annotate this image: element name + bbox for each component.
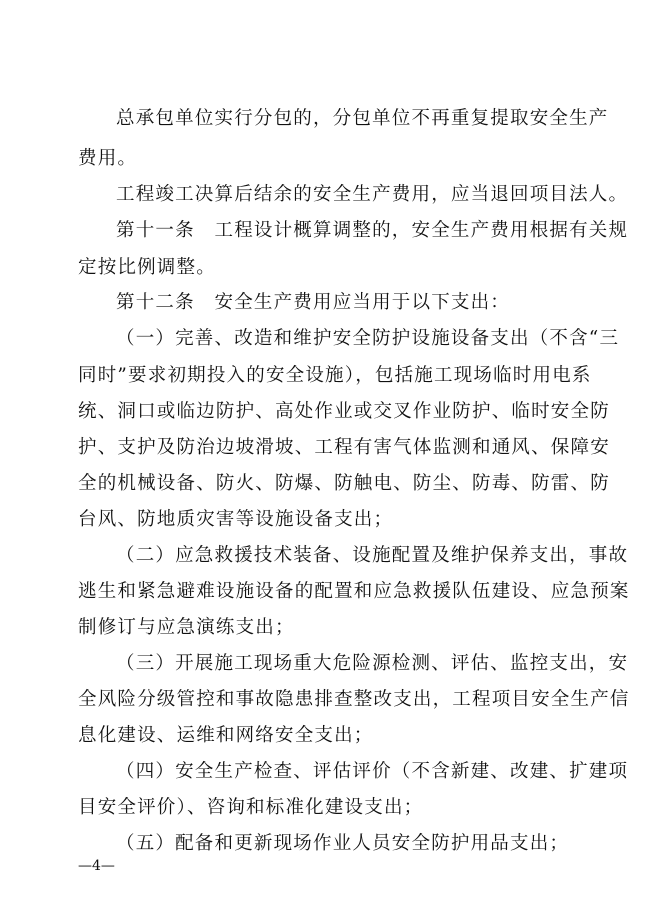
text-line: （二）应急救援技术装备、设施配置及维护保养支出，事故: [116, 545, 629, 566]
text-line: （三）开展施工现场重大危险源检测、评估、监控支出，安: [116, 653, 629, 674]
text-line: 息化建设、运维和网络安全支出；: [78, 725, 374, 746]
text-line: 全风险分级管控和事故隐患排查整改支出，工程项目安全生产信: [78, 689, 630, 710]
text-line: 全的机械设备、防火、防爆、防触电、防尘、防毒、防雷、防: [78, 473, 610, 494]
text-line: 第十二条 安全生产费用应当用于以下支出：: [116, 292, 511, 313]
text-line: （一）完善、改造和维护安全防护设施设备支出（不含“三: [116, 328, 620, 349]
text-line: 目安全评价）、咨询和标准化建设支出；: [78, 797, 424, 818]
text-line: 统、洞口或临边防护、高处作业或交叉作业防护、临时安全防: [78, 401, 610, 422]
text-line: 工程竣工决算后结余的安全生产费用，应当退回项目法人。: [116, 184, 629, 205]
text-line: 制修订与应急演练支出；: [78, 617, 295, 638]
text-line: （五）配备和更新现场作业人员安全防护用品支出；: [116, 833, 570, 854]
page-number: —4—: [78, 858, 115, 874]
text-line: 费用。: [78, 148, 138, 169]
text-line: 台风、防地质灾害等设施设备支出；: [78, 509, 394, 530]
text-line: 护、支护及防治边坡滑坡、工程有害气体监测和通风、保障安: [78, 437, 610, 458]
text-line: （四）安全生产检查、评估评价（不含新建、改建、扩建项: [116, 761, 629, 782]
text-line: 总承包单位实行分包的，分包单位不再重复提取安全生产: [116, 108, 609, 129]
text-line: 逃生和紧急避难设施设备的配置和应急救援队伍建设、应急预案: [78, 581, 630, 602]
text-line: 第十一条 工程设计概算调整的，安全生产费用根据有关规: [116, 220, 629, 241]
text-line: 定按比例调整。: [78, 257, 216, 278]
text-line: 同时”要求初期投入的安全设施），包括施工现场临时用电系: [78, 365, 592, 386]
